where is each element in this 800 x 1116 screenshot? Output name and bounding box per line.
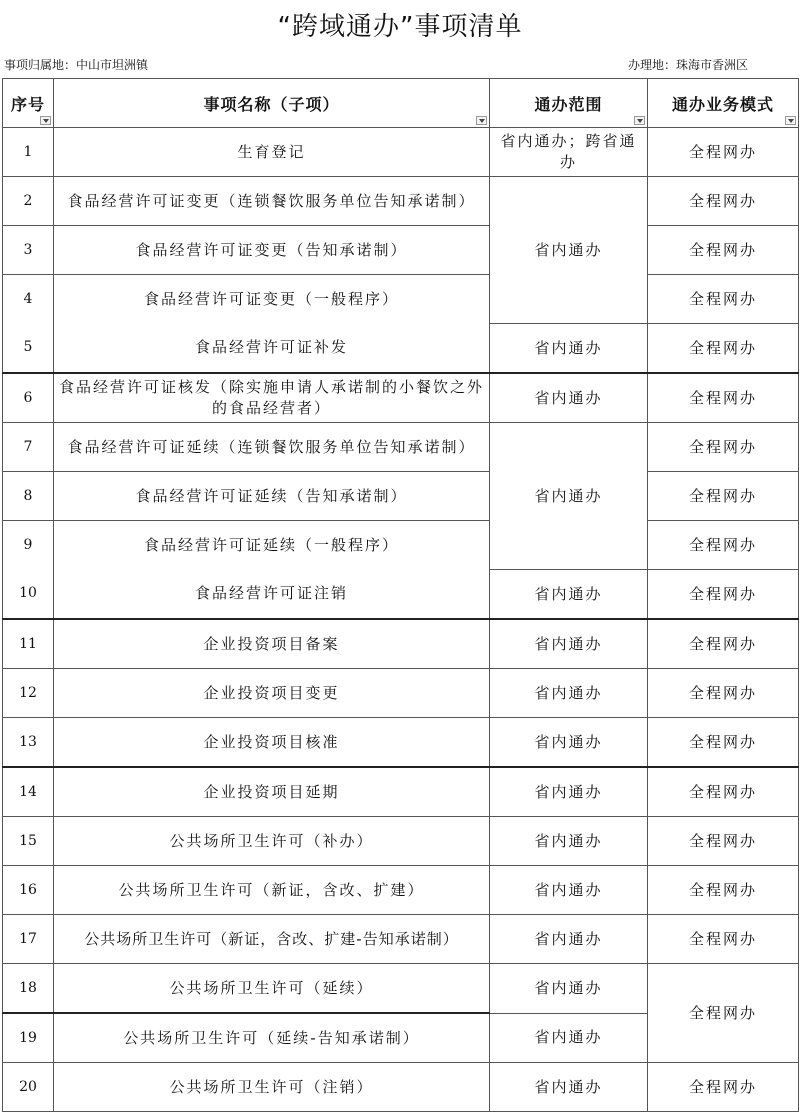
row-name: 食品经营许可证核发（除实施申请人承诺制的小餐饮之外的食品经营者） xyxy=(54,373,490,423)
row-index: 11 xyxy=(3,619,54,669)
row-index: 17 xyxy=(3,915,54,964)
row-scope: 省内通办 xyxy=(490,570,648,620)
filter-dropdown-icon[interactable] xyxy=(785,116,796,125)
row-scope: 省内通办 xyxy=(490,324,648,374)
row-index: 6 xyxy=(3,373,54,423)
origin-location: 事项归属地：中山市坦洲镇 xyxy=(4,58,149,72)
row-index: 10 xyxy=(3,570,54,620)
row-mode: 全程网办 xyxy=(648,915,799,964)
filter-dropdown-icon[interactable] xyxy=(476,116,487,125)
row-scope: 省内通办 xyxy=(490,767,648,817)
row-name: 企业投资项目变更 xyxy=(54,669,490,718)
row-index: 7 xyxy=(3,423,54,472)
row-index: 4 xyxy=(3,275,54,324)
filter-dropdown-icon[interactable] xyxy=(634,116,645,125)
table-row xyxy=(3,866,799,915)
table-row xyxy=(3,423,799,472)
row-name: 公共场所卫生许可（新证，含改、扩建） xyxy=(54,866,490,915)
row-index: 12 xyxy=(3,669,54,718)
row-index: 2 xyxy=(3,177,54,226)
row-mode: 全程网办 xyxy=(648,373,799,423)
row-scope-merged: 省内通办 xyxy=(490,423,648,570)
table-row xyxy=(3,817,799,866)
table-row xyxy=(3,767,799,817)
row-mode: 全程网办 xyxy=(648,226,799,275)
row-name: 食品经营许可证变更（连锁餐饮服务单位告知承诺制） xyxy=(54,177,490,226)
row-mode: 全程网办 xyxy=(648,275,799,324)
table-row xyxy=(3,669,799,718)
row-scope: 省内通办 xyxy=(490,718,648,768)
handling-location: 办理地：珠海市香洲区 xyxy=(628,58,749,72)
row-scope: 省内通办 xyxy=(490,373,648,423)
table-row xyxy=(3,1063,799,1112)
row-name: 食品经营许可证变更（一般程序） xyxy=(54,275,490,324)
row-scope: 省内通办 xyxy=(490,669,648,718)
row-scope: 省内通办 xyxy=(490,1063,648,1112)
row-mode: 全程网办 xyxy=(648,324,799,374)
row-mode: 全程网办 xyxy=(648,570,799,620)
row-name: 企业投资项目延期 xyxy=(54,767,490,817)
items-table xyxy=(2,78,799,1112)
row-scope: 省内通办 xyxy=(490,866,648,915)
row-mode: 全程网办 xyxy=(648,669,799,718)
row-index: 20 xyxy=(3,1063,54,1112)
row-name: 公共场所卫生许可（补办） xyxy=(54,817,490,866)
row-index: 5 xyxy=(3,324,54,374)
row-index: 8 xyxy=(3,472,54,521)
row-name: 食品经营许可证延续（连锁餐饮服务单位告知承诺制） xyxy=(54,423,490,472)
row-mode: 全程网办 xyxy=(648,521,799,570)
table-row xyxy=(3,472,799,521)
row-name: 生育登记 xyxy=(54,128,490,177)
table-row xyxy=(3,718,799,768)
row-index: 13 xyxy=(3,718,54,768)
row-name: 公共场所卫生许可（注销） xyxy=(54,1063,490,1112)
table-row xyxy=(3,521,799,570)
header-index: 序号 xyxy=(3,79,54,128)
row-name: 公共场所卫生许可（延续-告知承诺制） xyxy=(54,1013,490,1063)
table-row xyxy=(3,915,799,964)
row-name: 食品经营许可证补发 xyxy=(54,324,490,374)
row-name: 食品经营许可证延续（告知承诺制） xyxy=(54,472,490,521)
header-name: 事项名称（子项） xyxy=(54,79,490,128)
row-scope: 省内通办；跨省通办 xyxy=(490,128,648,177)
table-row xyxy=(3,570,799,620)
row-mode: 全程网办 xyxy=(648,619,799,669)
table-row xyxy=(3,226,799,275)
row-index: 9 xyxy=(3,521,54,570)
row-scope: 省内通办 xyxy=(490,964,648,1014)
table-row xyxy=(3,128,799,177)
row-index: 3 xyxy=(3,226,54,275)
row-mode-merged: 全程网办 xyxy=(648,964,799,1063)
header-mode: 通办业务模式 xyxy=(648,79,799,128)
row-mode: 全程网办 xyxy=(648,472,799,521)
row-name: 食品经营许可证注销 xyxy=(54,570,490,620)
row-mode: 全程网办 xyxy=(648,817,799,866)
row-mode: 全程网办 xyxy=(648,718,799,768)
page-title: “跨域通办”事项清单 xyxy=(277,12,523,42)
table-row xyxy=(3,964,799,1014)
table-row xyxy=(3,619,799,669)
row-index: 18 xyxy=(3,964,54,1014)
row-name: 食品经营许可证延续（一般程序） xyxy=(54,521,490,570)
row-name: 食品经营许可证变更（告知承诺制） xyxy=(54,226,490,275)
row-mode: 全程网办 xyxy=(648,128,799,177)
row-index: 15 xyxy=(3,817,54,866)
row-scope: 省内通办 xyxy=(490,619,648,669)
table-row xyxy=(3,324,799,374)
row-name: 企业投资项目备案 xyxy=(54,619,490,669)
row-mode: 全程网办 xyxy=(648,423,799,472)
row-name: 企业投资项目核准 xyxy=(54,718,490,768)
row-mode: 全程网办 xyxy=(648,866,799,915)
row-mode: 全程网办 xyxy=(648,177,799,226)
row-name: 公共场所卫生许可（延续） xyxy=(54,964,490,1014)
table-header-row xyxy=(3,79,799,128)
row-scope: 省内通办 xyxy=(490,817,648,866)
table-row xyxy=(3,275,799,324)
row-index: 19 xyxy=(3,1013,54,1063)
row-index: 14 xyxy=(3,767,54,817)
row-scope-merged: 省内通办 xyxy=(490,177,648,324)
table-row xyxy=(3,373,799,423)
row-index: 16 xyxy=(3,866,54,915)
table-row xyxy=(3,177,799,226)
row-scope: 省内通办 xyxy=(490,1013,648,1063)
row-name: 公共场所卫生许可（新证，含改、扩建-告知承诺制） xyxy=(54,915,490,964)
row-scope: 省内通办 xyxy=(490,915,648,964)
row-mode: 全程网办 xyxy=(648,767,799,817)
row-index: 1 xyxy=(3,128,54,177)
filter-dropdown-icon[interactable] xyxy=(40,116,51,125)
row-mode: 全程网办 xyxy=(648,1063,799,1112)
header-scope: 通办范围 xyxy=(490,79,648,128)
